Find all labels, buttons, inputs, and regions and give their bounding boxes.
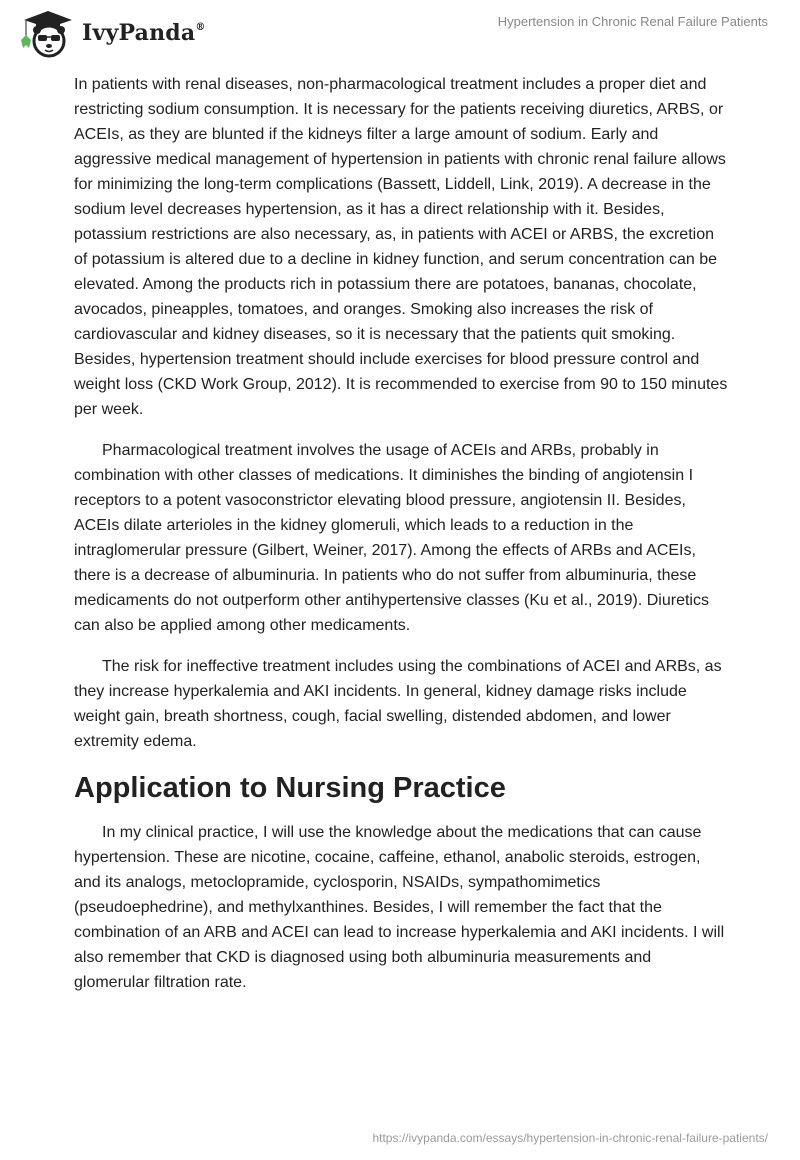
- paragraph-risk: The risk for ineffective treatment includes using the combinations of ACEI and ARBs, as they increase hyperkalemia and AKI incidents. In general, kidney damage risks include weight gain, breath shortness, cough, facial swelling, distended abdomen, and lower extremity edema.: [74, 658, 722, 750]
- ivypanda-logo[interactable]: [18, 8, 206, 58]
- source-url[interactable]: https://ivypanda.com/essays/hypertension-in-chronic-renal-failure-patients/: [372, 1131, 768, 1145]
- panda-graduate-icon: [18, 8, 76, 58]
- brand-label: IvyPanda: [82, 20, 196, 46]
- paragraph-pharmacological: Pharmacological treatment involves the usage of ACEIs and ARBs, probably in combination with other classes of medications. It diminishes the binding of angiotensin I receptors to a potent vasoconstrictor elevating blood pressure, angiotensin II. Besides, ACEIs dilate arterioles in the kidney glomeruli, which leads to a reduction in the intraglomerular pressure (Gilbert, Weiner, 2017). Among the effects of ARBs and ACEIs, there is a decrease of albuminuria. In patients who do not suffer from albuminuria, these medicaments do not outperform other antihypertensive classes (Ku et al., 2019). Diuretics can also be applied among other medicaments.: [74, 442, 709, 634]
- section-heading: Application to Nursing Practice: [74, 772, 506, 804]
- running-title: Hypertension in Chronic Renal Failure Patients: [497, 14, 768, 29]
- brand-name: [82, 20, 206, 46]
- page-header: [0, 0, 800, 60]
- registered-mark: ®: [195, 22, 206, 33]
- paragraph-nursing-practice: In my clinical practice, I will use the knowledge about the medications that can cause hypertension. These are nicotine, cocaine, caffeine, ethanol, anabolic steroids, estrogen, and its analogs, metoclopramide, cyclosporin, NSAIDs, sympathomimetics (pseudoephedrine), and methylxanthines. Besides, I will remember the fact that the combination of an ARB and ACEI can lead to increase hyperkalemia and AKI incidents. I will also remember that CKD is diagnosed using both albuminuria measurements and glomerular filtration rate.: [74, 824, 725, 991]
- essay-body: [74, 72, 730, 1011]
- paragraph-non-pharmacological: In patients with renal diseases, non-pharmacological treatment includes a proper diet and restricting sodium consumption. It is necessary for the patients receiving diuretics, ARBS, or ACEIs, as they are blunted if the kidneys filter a large amount of sodium. Early and aggressive medical management of hypertension in patients with chronic renal failure allows for minimizing the long-term complications (Bassett, Liddell, Link, 2019). A decrease in the sodium level decreases hypertension, as it has a direct relationship with it. Besides, potassium restrictions are also necessary, as, in patients with ACEI or ARBS, the excretion of potassium is altered due to a decline in kidney function, and serum concentration can be elevated. Among the products rich in potassium there are potatoes, bananas, chocolate, avocados, pineapples, tomatoes, and oranges. Smoking also increases the risk of cardiovascular and kidney diseases, so it is necessary that the patients quit smoking. Besides, hypertension treatment should include exercises for blood pressure control and weight loss (CKD Work Group, 2012). It is recommended to exercise from 90 to 150 minutes per week.: [74, 76, 728, 418]
